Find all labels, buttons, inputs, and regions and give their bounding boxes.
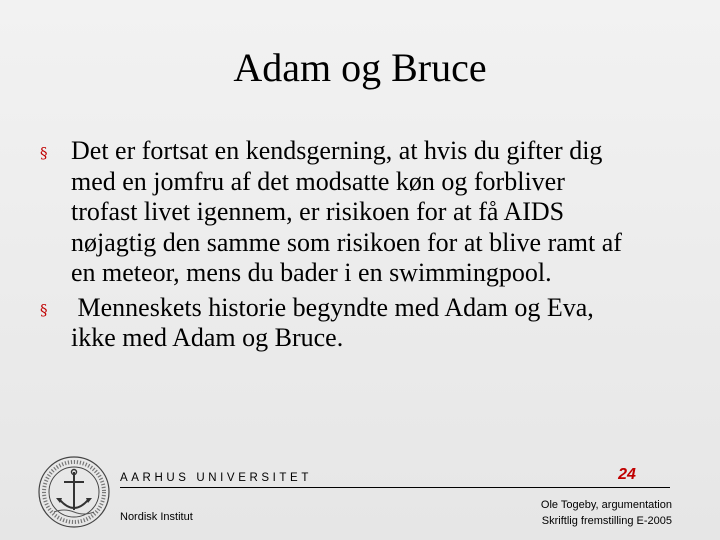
bullet-line: trofast livet igennem, er risikoen for at få AIDS	[71, 197, 565, 226]
bullet-line: en meteor, mens du bader i en swimmingpool.	[71, 258, 552, 287]
bullet-item	[40, 293, 700, 354]
footer-divider	[120, 487, 670, 488]
author-info	[541, 497, 672, 529]
bullet-list	[40, 136, 700, 354]
bullet-line: nøjagtig den samme som risikoen for at blive ramt af	[71, 227, 622, 257]
bullet-marker-icon: §	[40, 300, 48, 319]
bullet-line: med en jomfru af det modsatte køn og forbliver	[71, 166, 565, 196]
bullet-line: Menneskets historie begyndte med Adam og Eva,	[71, 292, 594, 322]
bullet-line: ikke med Adam og Bruce.	[71, 323, 344, 352]
university-name: AARHUS UNIVERSITET	[120, 472, 312, 484]
page-number: 24	[618, 466, 636, 483]
university-seal-icon	[36, 454, 112, 530]
course-line: Skriftlig fremstilling E-2005	[541, 515, 672, 527]
bullet-marker-icon: §	[40, 144, 48, 162]
bullet-line: Det er fortsat en kendsgerning, at hvis du gifter dig	[71, 136, 603, 165]
author-line: Ole Togeby, argumentation	[540, 499, 672, 511]
slide-footer	[0, 450, 720, 540]
slide-title: Adam og Bruce	[233, 45, 487, 90]
bullet-item	[40, 136, 700, 289]
institute-name: Nordisk Institut	[120, 511, 193, 523]
